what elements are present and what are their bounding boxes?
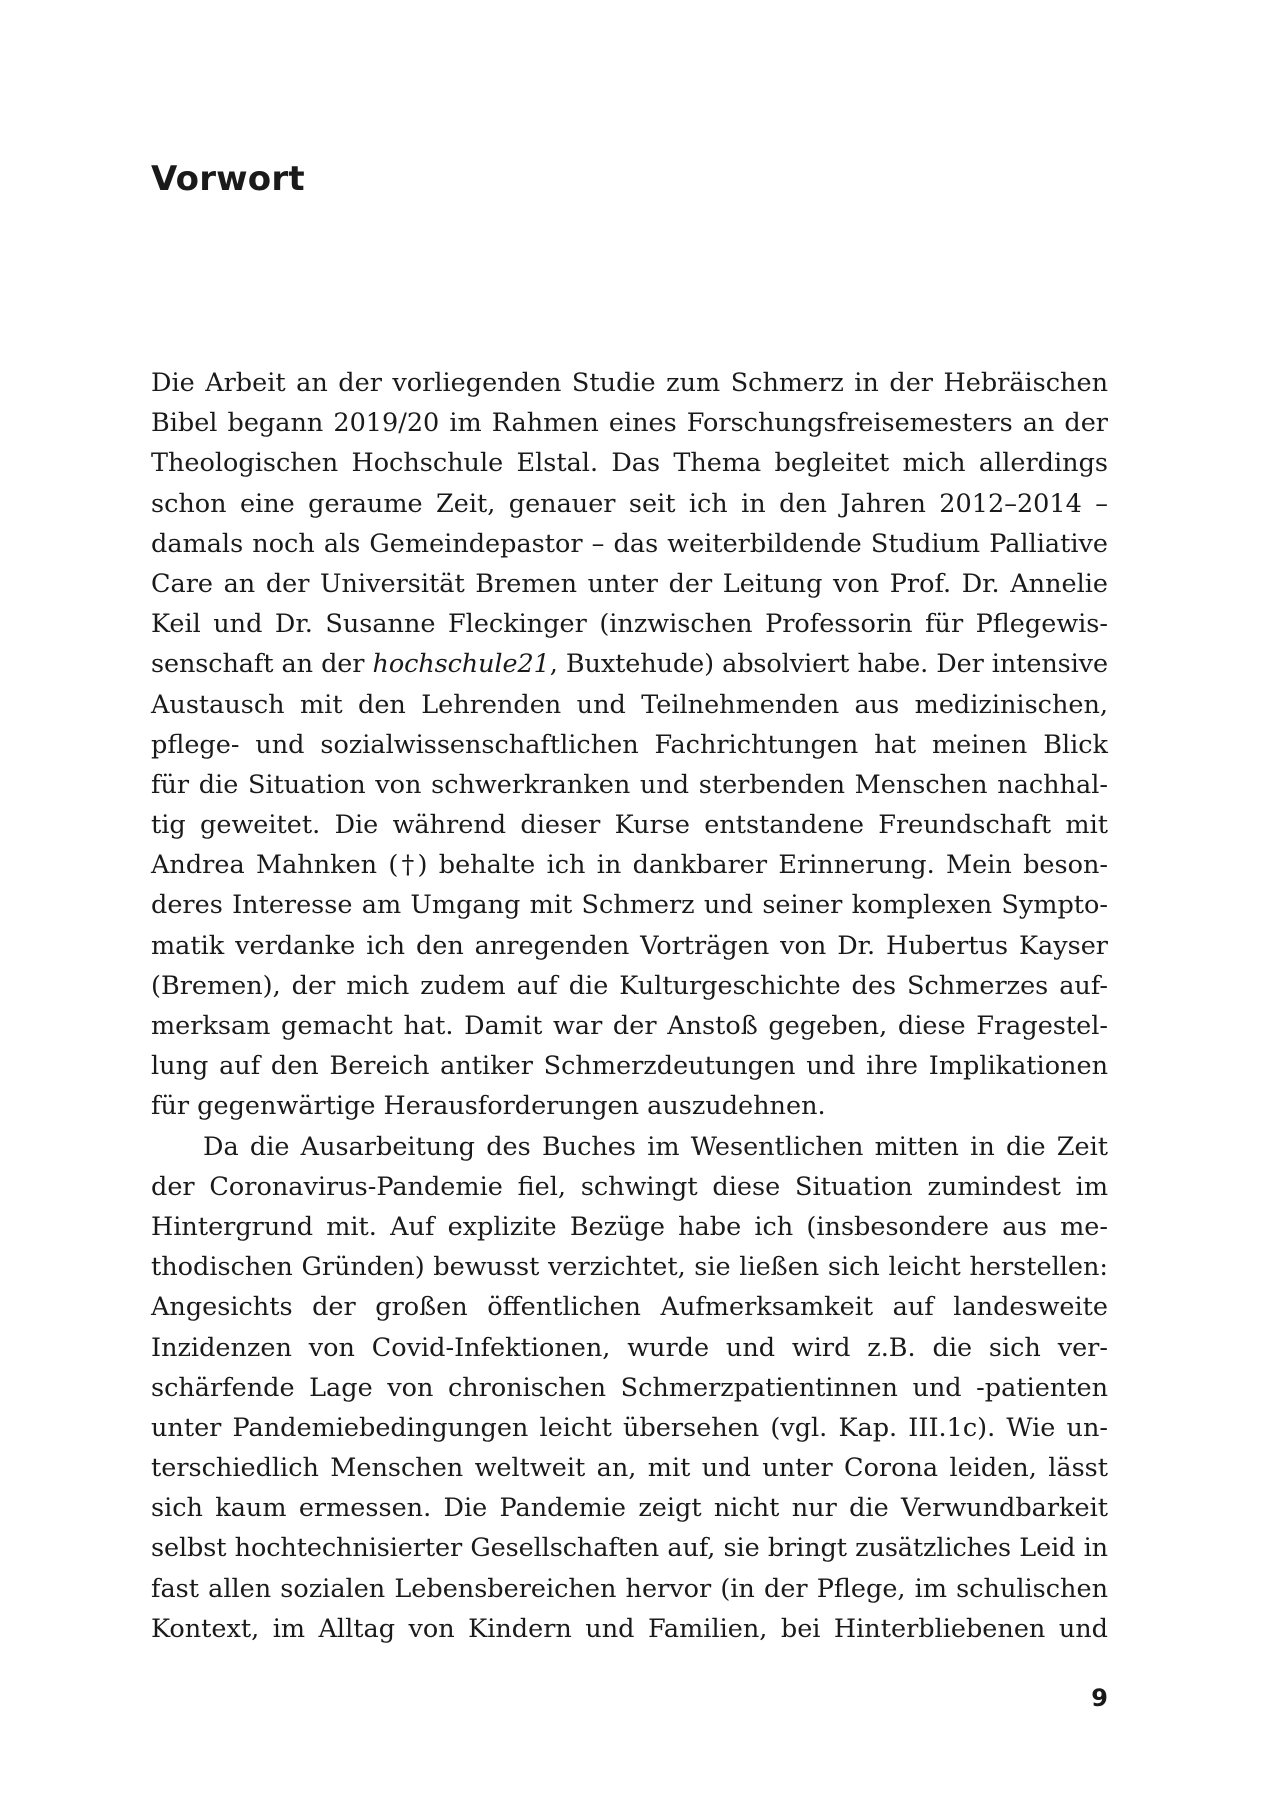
text-line: unter Pandemiebedingungen leicht übersehen (vgl. Kap. III.1c). Wie un- [151,1412,1108,1443]
text-line: selbst hochtechnisierter Gesellschaften auf, sie bringt zusätzliches Leid in [151,1533,1108,1564]
text-line: damals noch als Gemeindepastor – das weiterbildende Studium Palliative [151,528,1108,559]
text-line: deres Interesse am Umgang mit Schmerz und seiner komplexen Sympto- [151,890,1108,921]
text-line: Angesichts der großen öffentlichen Aufmerksamkeit auf landesweite [151,1292,1108,1323]
text-line: schärfende Lage von chronischen Schmerzpatientinnen und -patienten [151,1372,1108,1403]
text-line: schon eine geraume Zeit, genauer seit ich in den Jahren 2012–2014 – [151,488,1108,519]
italic-title: hochschule21 [372,649,550,680]
text-line: Andrea Mahnken (†) behalte ich in dankbarer Erinnerung. Mein beson- [151,850,1108,881]
text-line: Kontext, im Alltag von Kindern und Familien, bei Hinterbliebenen und [151,1613,1108,1644]
text-line: matik verdanke ich den anregenden Vorträgen von Dr. Hubertus Kayser [151,930,1108,961]
text-line: für gegenwärtige Herausforderungen auszudehnen. [151,1091,826,1122]
page-number: 9 [1091,1684,1108,1712]
text-line: Bibel begann 2019/20 im Rahmen eines Forschungsfreisemesters an der [151,408,1108,439]
text-line: terschiedlich Menschen weltweit an, mit und unter Corona leiden, lässt [151,1453,1108,1484]
text-line: Hintergrund mit. Auf explizite Bezüge habe ich (insbesondere aus me- [151,1211,1108,1242]
text-line: pflege- und sozialwissenschaftlichen Fachrichtungen hat meinen Blick [151,729,1108,760]
text-segment: senschaft an der [151,649,373,680]
text-line: fast allen sozialen Lebensbereichen hervor (in der Pflege, im schulischen [151,1573,1108,1604]
text-line: sich kaum ermessen. Die Pandemie zeigt nicht nur die Verwundbarkeit [151,1493,1108,1524]
text-line: Austausch mit den Lehrenden und Teilnehmenden aus medizinischen, [151,689,1108,720]
text-line: merksam gemacht hat. Damit war der Anstoß gegeben, diese Fragestel- [151,1011,1108,1041]
text-line: Care an der Universität Bremen unter der Leitung von Prof. Dr. Annelie [151,568,1108,599]
text-line: thodischen Gründen) bewusst verzichtet, sie ließen sich leicht herstellen: [151,1252,1108,1283]
text-line: Inzidenzen von Covid-Infektionen, wurde und wird z.B. die sich ver- [151,1332,1108,1363]
text-line: Die Arbeit an der vorliegenden Studie zum Schmerz in der Hebräischen [151,368,1108,398]
text-line: lung auf den Bereich antiker Schmerzdeutungen und ihre Implikationen [151,1051,1108,1082]
text-line: Theologischen Hochschule Elstal. Das Thema begleitet mich allerdings [151,448,1108,479]
text-line [151,644,1108,684]
text-segment: , Buxtehude) absolviert habe. Der intensive [549,649,1108,680]
text-line: tig geweitet. Die während dieser Kurse entstandene Freundschaft mit [151,810,1108,841]
text-line: für die Situation von schwerkranken und sterbenden Menschen nachhal- [151,769,1108,800]
page-title: Vorwort [151,159,305,199]
text-line: (Bremen), der mich zudem auf die Kulturgeschichte des Schmerzes auf- [151,970,1108,1001]
text-line: Keil und Dr. Susanne Fleckinger (inzwischen Professorin für Pflegewis- [151,609,1108,640]
text-line: Da die Ausarbeitung des Buches im Wesentlichen mitten in die Zeit [203,1131,1108,1162]
body-text [151,363,1108,1649]
text-line: der Coronavirus-Pandemie fiel, schwingt diese Situation zumindest im [151,1171,1108,1202]
